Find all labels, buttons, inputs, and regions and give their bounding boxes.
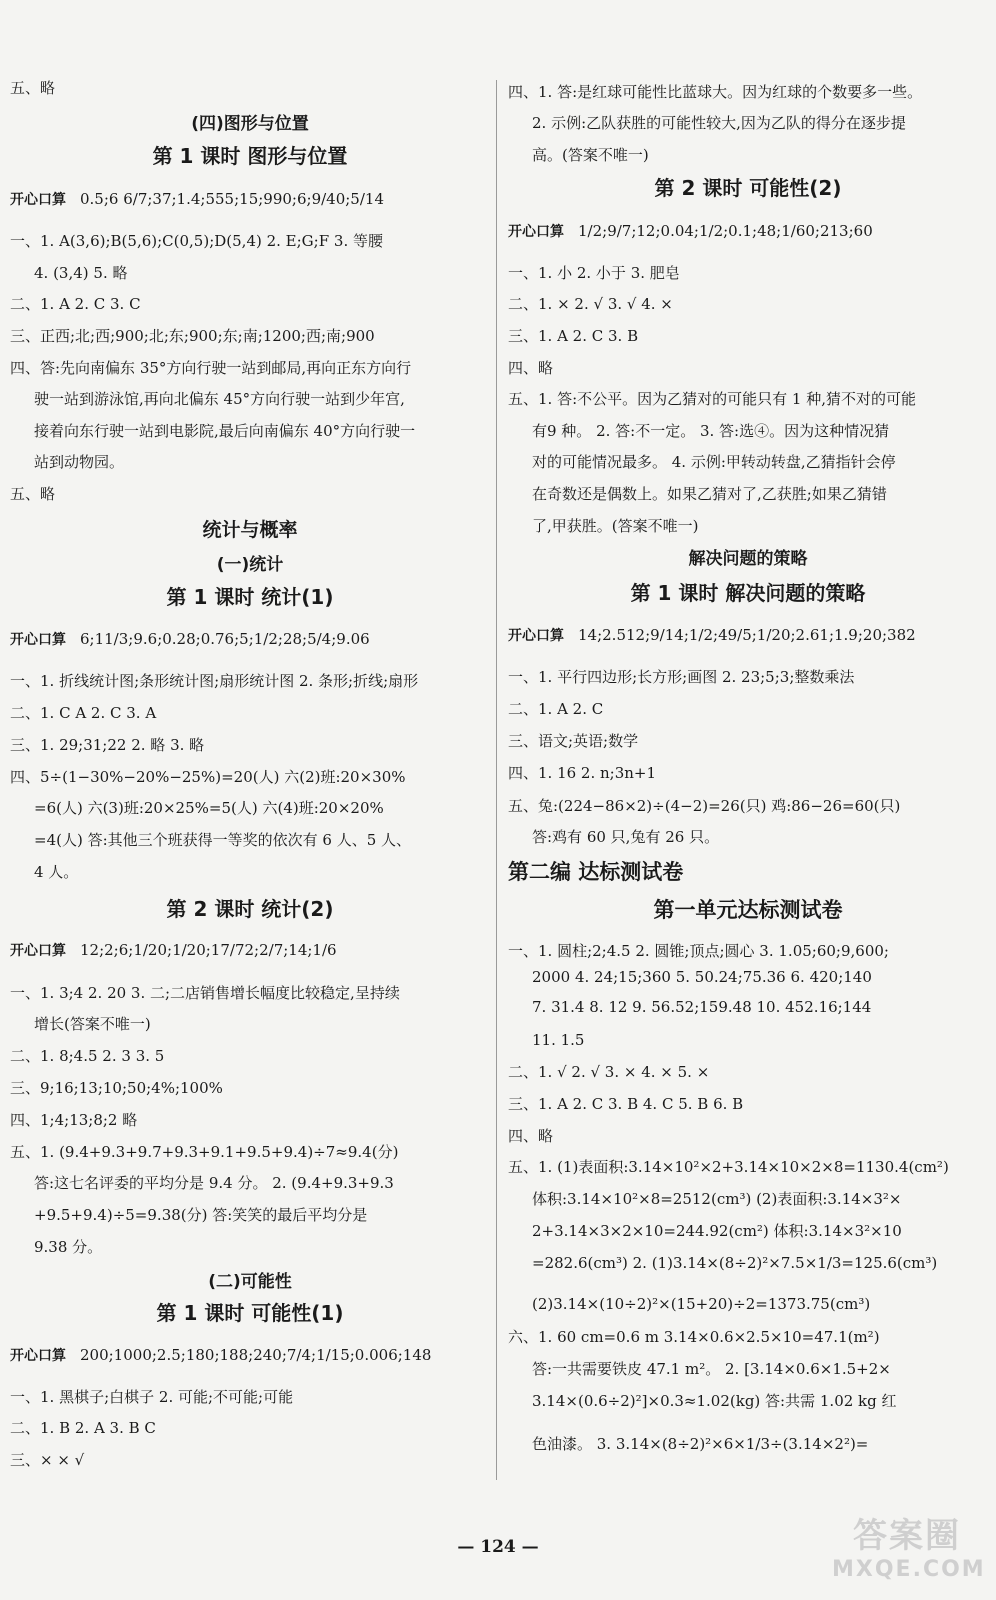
mental-math-label: 开心口算: [10, 632, 66, 648]
mental-math-label: 开心口算: [10, 192, 66, 208]
text-line: 二、1. C A 2. C 3. A: [10, 704, 157, 722]
section-title: (一)统计: [216, 555, 284, 575]
text-line: 一、1. 圆柱;2;4.5 2. 圆锥;顶点;圆心 3. 1.05;60;9,600;: [508, 942, 889, 960]
text-line: =4(人) 答:其他三个班获得一等奖的依次有 6 人、5 人、: [34, 831, 412, 849]
text-line: 三、9;16;13;10;50;4%;100%: [10, 1079, 223, 1097]
text-line: [508, 221, 873, 242]
text-line: 一、1. 折线统计图;条形统计图;扇形统计图 2. 条形;折线;扇形: [10, 672, 419, 690]
text-line: 四、答:先向南偏东 35°方向行驶一站到邮局,再向正东方向行: [10, 359, 412, 377]
lesson-title: 第 2 课时 可能性(2): [654, 176, 842, 200]
text-line: 在奇数还是偶数上。如果乙猜对了,乙获胜;如果乙猜错: [532, 485, 887, 503]
part-title: 第二编 达标测试卷: [508, 860, 684, 884]
test-title: 第一单元达标测试卷: [653, 898, 843, 922]
text-line: [10, 940, 337, 961]
lesson-title: 第 1 课时 统计(1): [166, 585, 334, 609]
text-line: 一、1. 3;4 2. 20 3. 二;二店销售增长幅度比较稳定,呈持续: [10, 984, 400, 1002]
text-line: 五、1. 答:不公平。因为乙猜对的可能只有 1 种,猜不对的可能: [508, 390, 916, 408]
text-line: 二、1. √ 2. √ 3. × 4. × 5. ×: [508, 1063, 710, 1081]
column-divider: [496, 80, 497, 1480]
text-line: 2. 示例:乙队获胜的可能性较大,因为乙队的得分在逐步提: [532, 114, 906, 132]
mental-math-answers: 1/2;9/7;12;0.04;1/2;0.1;48;1/60;213;60: [578, 222, 873, 240]
text-line: 六、1. 60 cm=0.6 m 3.14×0.6×2.5×10=47.1(m²): [508, 1328, 880, 1346]
text-line: 2000 4. 24;15;360 5. 50.24;75.36 6. 420;140: [532, 968, 872, 986]
chapter-title: 统计与概率: [202, 519, 298, 541]
text-line: =6(人) 六(3)班:20×25%=5(人) 六(4)班:20×20%: [34, 799, 384, 817]
text-line: 四、1;4;13;8;2 略: [10, 1111, 138, 1129]
text-line: 五、1. (1)表面积:3.14×10²×2+3.14×10×2×8=1130.4(cm²): [508, 1158, 949, 1176]
text-line: [10, 189, 384, 210]
mental-math-answers: 12;2;6;1/20;1/20;17/72;2/7;14;1/6: [80, 941, 337, 959]
watermark-logo: 答案圈: [853, 1516, 961, 1556]
text-line: 四、略: [508, 1127, 554, 1145]
text-line: 五、1. (9.4+9.3+9.7+9.3+9.1+9.5+9.4)÷7≈9.4(分): [10, 1143, 399, 1161]
text-line: 站到动物园。: [34, 453, 125, 471]
mental-math-label: 开心口算: [508, 224, 564, 240]
text-line: 五、兔:(224−86×2)÷(4−2)=26(只) 鸡:86−26=60(只): [508, 797, 901, 815]
text-line: =282.6(cm³) 2. (1)3.14×(8÷2)²×7.5×1/3=125.6(cm³): [532, 1254, 938, 1272]
watermark: [832, 1508, 986, 1582]
text-line: 二、1. × 2. √ 3. √ 4. ×: [508, 295, 673, 313]
text-line: 四、略: [508, 359, 554, 377]
text-line: 4 人。: [34, 863, 79, 881]
text-line: 7. 31.4 8. 12 9. 56.52;159.48 10. 452.16;144: [532, 998, 872, 1016]
text-line: 增长(答案不唯一): [34, 1015, 151, 1033]
text-line: 一、1. 平行四边形;长方形;画图 2. 23;5;3;整数乘法: [508, 668, 855, 686]
text-line: [508, 625, 916, 646]
text-line: 三、语文;英语;数学: [508, 732, 639, 750]
mental-math-answers: 0.5;6 6/7;37;1.4;555;15;990;6;9/40;5/14: [80, 190, 384, 208]
text-line: 11. 1.5: [532, 1031, 585, 1049]
text-line: 答:这七名评委的平均分是 9.4 分。 2. (9.4+9.3+9.3: [34, 1174, 394, 1192]
text-line: 4. (3,4) 5. 略: [34, 264, 128, 282]
text-line: 三、1. A 2. C 3. B: [508, 327, 639, 345]
mental-math-label: 开心口算: [10, 1348, 66, 1364]
text-line: 三、× × √: [10, 1451, 85, 1469]
text-line: [10, 1345, 431, 1366]
text-line: 二、1. A 2. C 3. C: [10, 295, 141, 313]
section-title: 解决问题的策略: [688, 549, 808, 569]
text-line: 三、1. A 2. C 3. B 4. C 5. B 6. B: [508, 1095, 744, 1113]
text-line: 有9 种。 2. 答:不一定。 3. 答:选④。因为这种情况猜: [532, 422, 890, 440]
mental-math-label: 开心口算: [508, 628, 564, 644]
text-line: 3.14×(0.6÷2)²]×0.3≈1.02(kg) 答:共需 1.02 kg 红: [532, 1392, 897, 1410]
text-line: 接着向东行驶一站到电影院,最后向南偏东 40°方向行驶一: [34, 422, 416, 440]
text-line: 一、1. 小 2. 小于 3. 肥皂: [508, 264, 680, 282]
text-line: 对的可能情况最多。 4. 示例:甲转动转盘,乙猜指针会停: [532, 453, 896, 471]
mental-math-label: 开心口算: [10, 943, 66, 959]
text-line: 2+3.14×3×2×10=244.92(cm²) 体积:3.14×3²×10: [532, 1222, 902, 1240]
mental-math-answers: 200;1000;2.5;180;188;240;7/4;1/15;0.006;148: [80, 1346, 432, 1364]
text-line: 二、1. 8;4.5 2. 3 3. 5: [10, 1047, 165, 1065]
text-line: 答:一共需要铁皮 47.1 m²。 2. [3.14×0.6×1.5+2×: [532, 1360, 891, 1378]
page-number: — 124 —: [457, 1537, 539, 1557]
text-line: [10, 629, 370, 650]
mental-math-answers: 14;2.512;9/14;1/2;49/5;1/20;2.61;1.9;20;382: [578, 626, 916, 644]
text-line: +9.5+9.4)÷5=9.38(分) 答:笑笑的最后平均分是: [34, 1206, 368, 1224]
text-line: 色油漆。 3. 3.14×(8÷2)²×6×1/3÷(3.14×2²)=: [532, 1435, 869, 1453]
mental-math-answers: 6;11/3;9.6;0.28;0.76;5;1/2;28;5/4;9.06: [80, 630, 370, 648]
text-line: 三、正西;北;西;900;北;东;900;东;南;1200;西;南;900: [10, 327, 375, 345]
text-line: 体积:3.14×10²×8=2512(cm³) (2)表面积:3.14×3²×: [532, 1190, 902, 1208]
lesson-title: 第 1 课时 图形与位置: [152, 144, 348, 168]
text-line: 二、1. A 2. C: [508, 700, 604, 718]
text-line: 了,甲获胜。(答案不唯一): [532, 517, 699, 535]
lesson-title: 第 1 课时 可能性(1): [156, 1301, 344, 1325]
watermark-url: MXQE.COM: [832, 1557, 986, 1582]
lesson-title: 第 2 课时 统计(2): [166, 897, 334, 921]
text-line: 驶一站到游泳馆,再向北偏东 45°方向行驶一站到少年宫,: [34, 390, 405, 408]
text-line: 四、5÷(1−30%−20%−25%)=20(人) 六(2)班:20×30%: [10, 768, 406, 786]
section-title: (二)可能性: [208, 1272, 292, 1292]
text-line: (2)3.14×(10÷2)²×(15+20)÷2=1373.75(cm³): [532, 1295, 871, 1313]
text-line: 一、1. A(3,6);B(5,6);C(0,5);D(5,4) 2. E;G;F 3. 等腰: [10, 232, 383, 250]
section-title: (四)图形与位置: [191, 114, 309, 134]
text-line: 五、略: [10, 79, 56, 97]
text-line: 一、1. 黑棋子;白棋子 2. 可能;不可能;可能: [10, 1388, 294, 1406]
text-line: 四、1. 16 2. n;3n+1: [508, 764, 657, 782]
text-line: 二、1. B 2. A 3. B C: [10, 1419, 156, 1437]
text-line: 答:鸡有 60 只,兔有 26 只。: [532, 828, 720, 846]
text-line: 高。(答案不唯一): [532, 146, 649, 164]
lesson-title: 第 1 课时 解决问题的策略: [630, 581, 866, 605]
text-line: 9.38 分。: [34, 1238, 103, 1256]
text-line: 三、1. 29;31;22 2. 略 3. 略: [10, 736, 205, 754]
text-line: 四、1. 答:是红球可能性比蓝球大。因为红球的个数要多一些。: [508, 83, 923, 101]
text-line: 五、略: [10, 485, 56, 503]
